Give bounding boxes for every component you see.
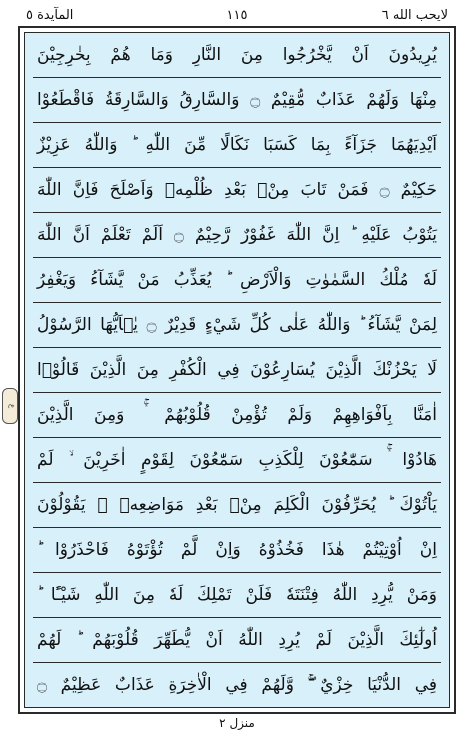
verse-line-9: اٰمَنَّا بِاَفْوَاهِهِمْ وَلَمْ تُؤْمِنْ قُلُوْبُهُمْ ۛۚ وَمِنَ الَّذِيْنَ: [33, 393, 441, 438]
verse-line-11: يَاْتُوْكَ ؕ يُحَرِّفُوْنَ الْكَلِمَ مِنْۢ بَعْدِ مَوَاضِعِهٖ ۚ يَقُوْلُوْنَ: [33, 483, 441, 528]
juz-name: لايحب الله ٦: [381, 8, 448, 23]
verse-line-8: لَا يَحْزُنْكَ الَّذِيْنَ يُسَارِعُوْنَ فِي الْكُفْرِ مِنَ الَّذِيْنَ قَالُوْۤا: [33, 348, 441, 393]
ruku-marker: ع: [2, 388, 18, 424]
verse-line-2: مِنْهَا وَلَهُمْ عَذَابٌ مُّقِيْمٌ ۝ وَالسَّارِقُ وَالسَّارِقَةُ فَاقْطَعُوْا: [33, 78, 441, 123]
verse-line-12: اِنْ اُوْتِيْتُمْ هٰذَا فَخُذُوْهُ وَاِنْ لَّمْ تُؤْتَوْهُ فَاحْذَرُوْا ؕ: [33, 528, 441, 573]
verse-line-13: وَمَنْ يُّرِدِ اللّٰهُ فِتْنَتَهٗ فَلَنْ تَمْلِكَ لَهٗ مِنَ اللّٰهِ شَيْـًٔا ؕ: [33, 573, 441, 618]
page-header: [18, 4, 456, 26]
verse-line-7: لِمَنْ يَّشَآءُ ؕ وَاللّٰهُ عَلٰى كُلِّ شَيْءٍ قَدِيْرٌ ۝ يٰۤاَيُّهَا الرَّسُوْلُ: [33, 303, 441, 348]
verse-line-10: هَادُوْا ۛۚ سَمّٰعُوْنَ لِلْكَذِبِ سَمّٰعُوْنَ لِقَوْمٍ اٰخَرِيْنَ ۙ لَمْ: [33, 438, 441, 483]
page-number: ١١٥: [226, 8, 248, 23]
surah-name: المآيدة ٥: [26, 8, 74, 23]
verse-line-15: فِي الدُّنْيَا خِزْيٌ ۚۖ وَّلَهُمْ فِي الْاٰخِرَةِ عَذَابٌ عَظِيْمٌ ۝: [37, 675, 437, 695]
verse-line-5: يَتُوْبُ عَلَيْهِ ؕ اِنَّ اللّٰهَ غَفُوْرٌ رَّحِيْمٌ ۝ اَلَمْ تَعْلَمْ اَنَّ اللّٰهَ: [33, 213, 441, 258]
verse-line-3: اَيْدِيَهُمَا جَزَآءً بِمَا كَسَبَا نَكَالًا مِّنَ اللّٰهِ ؕ وَاللّٰهُ عَزِيْزٌ: [33, 123, 441, 168]
verse-line-1: يُرِيدُونَ اَنْ يَّخْرُجُوا مِنَ النَّارِ وَمَا هُمْ بِخٰرِجِيْنَ: [33, 33, 441, 78]
verse-lines: [25, 33, 449, 707]
verse-line-14: اُولٰٓئِكَ الَّذِيْنَ لَمْ يُرِدِ اللّٰهُ اَنْ يُّطَهِّرَ قُلُوْبَهُمْ ؕ لَهُمْ: [33, 618, 441, 663]
verse-line-6: لَهٗ مُلْكُ السَّمٰوٰتِ وَالْاَرْضِ ؕ يُعَذِّبُ مَنْ يَّشَآءُ وَيَغْفِرُ: [33, 258, 441, 303]
manzil-footer: منزل ٢: [219, 716, 255, 730]
text-area: [24, 32, 450, 708]
page-frame: [18, 26, 456, 714]
verse-line-4: حَكِيْمٌ ۝ فَمَنْ تَابَ مِنْۢ بَعْدِ ظُلْمِهٖ وَاَصْلَحَ فَاِنَّ اللّٰهَ: [33, 168, 441, 213]
